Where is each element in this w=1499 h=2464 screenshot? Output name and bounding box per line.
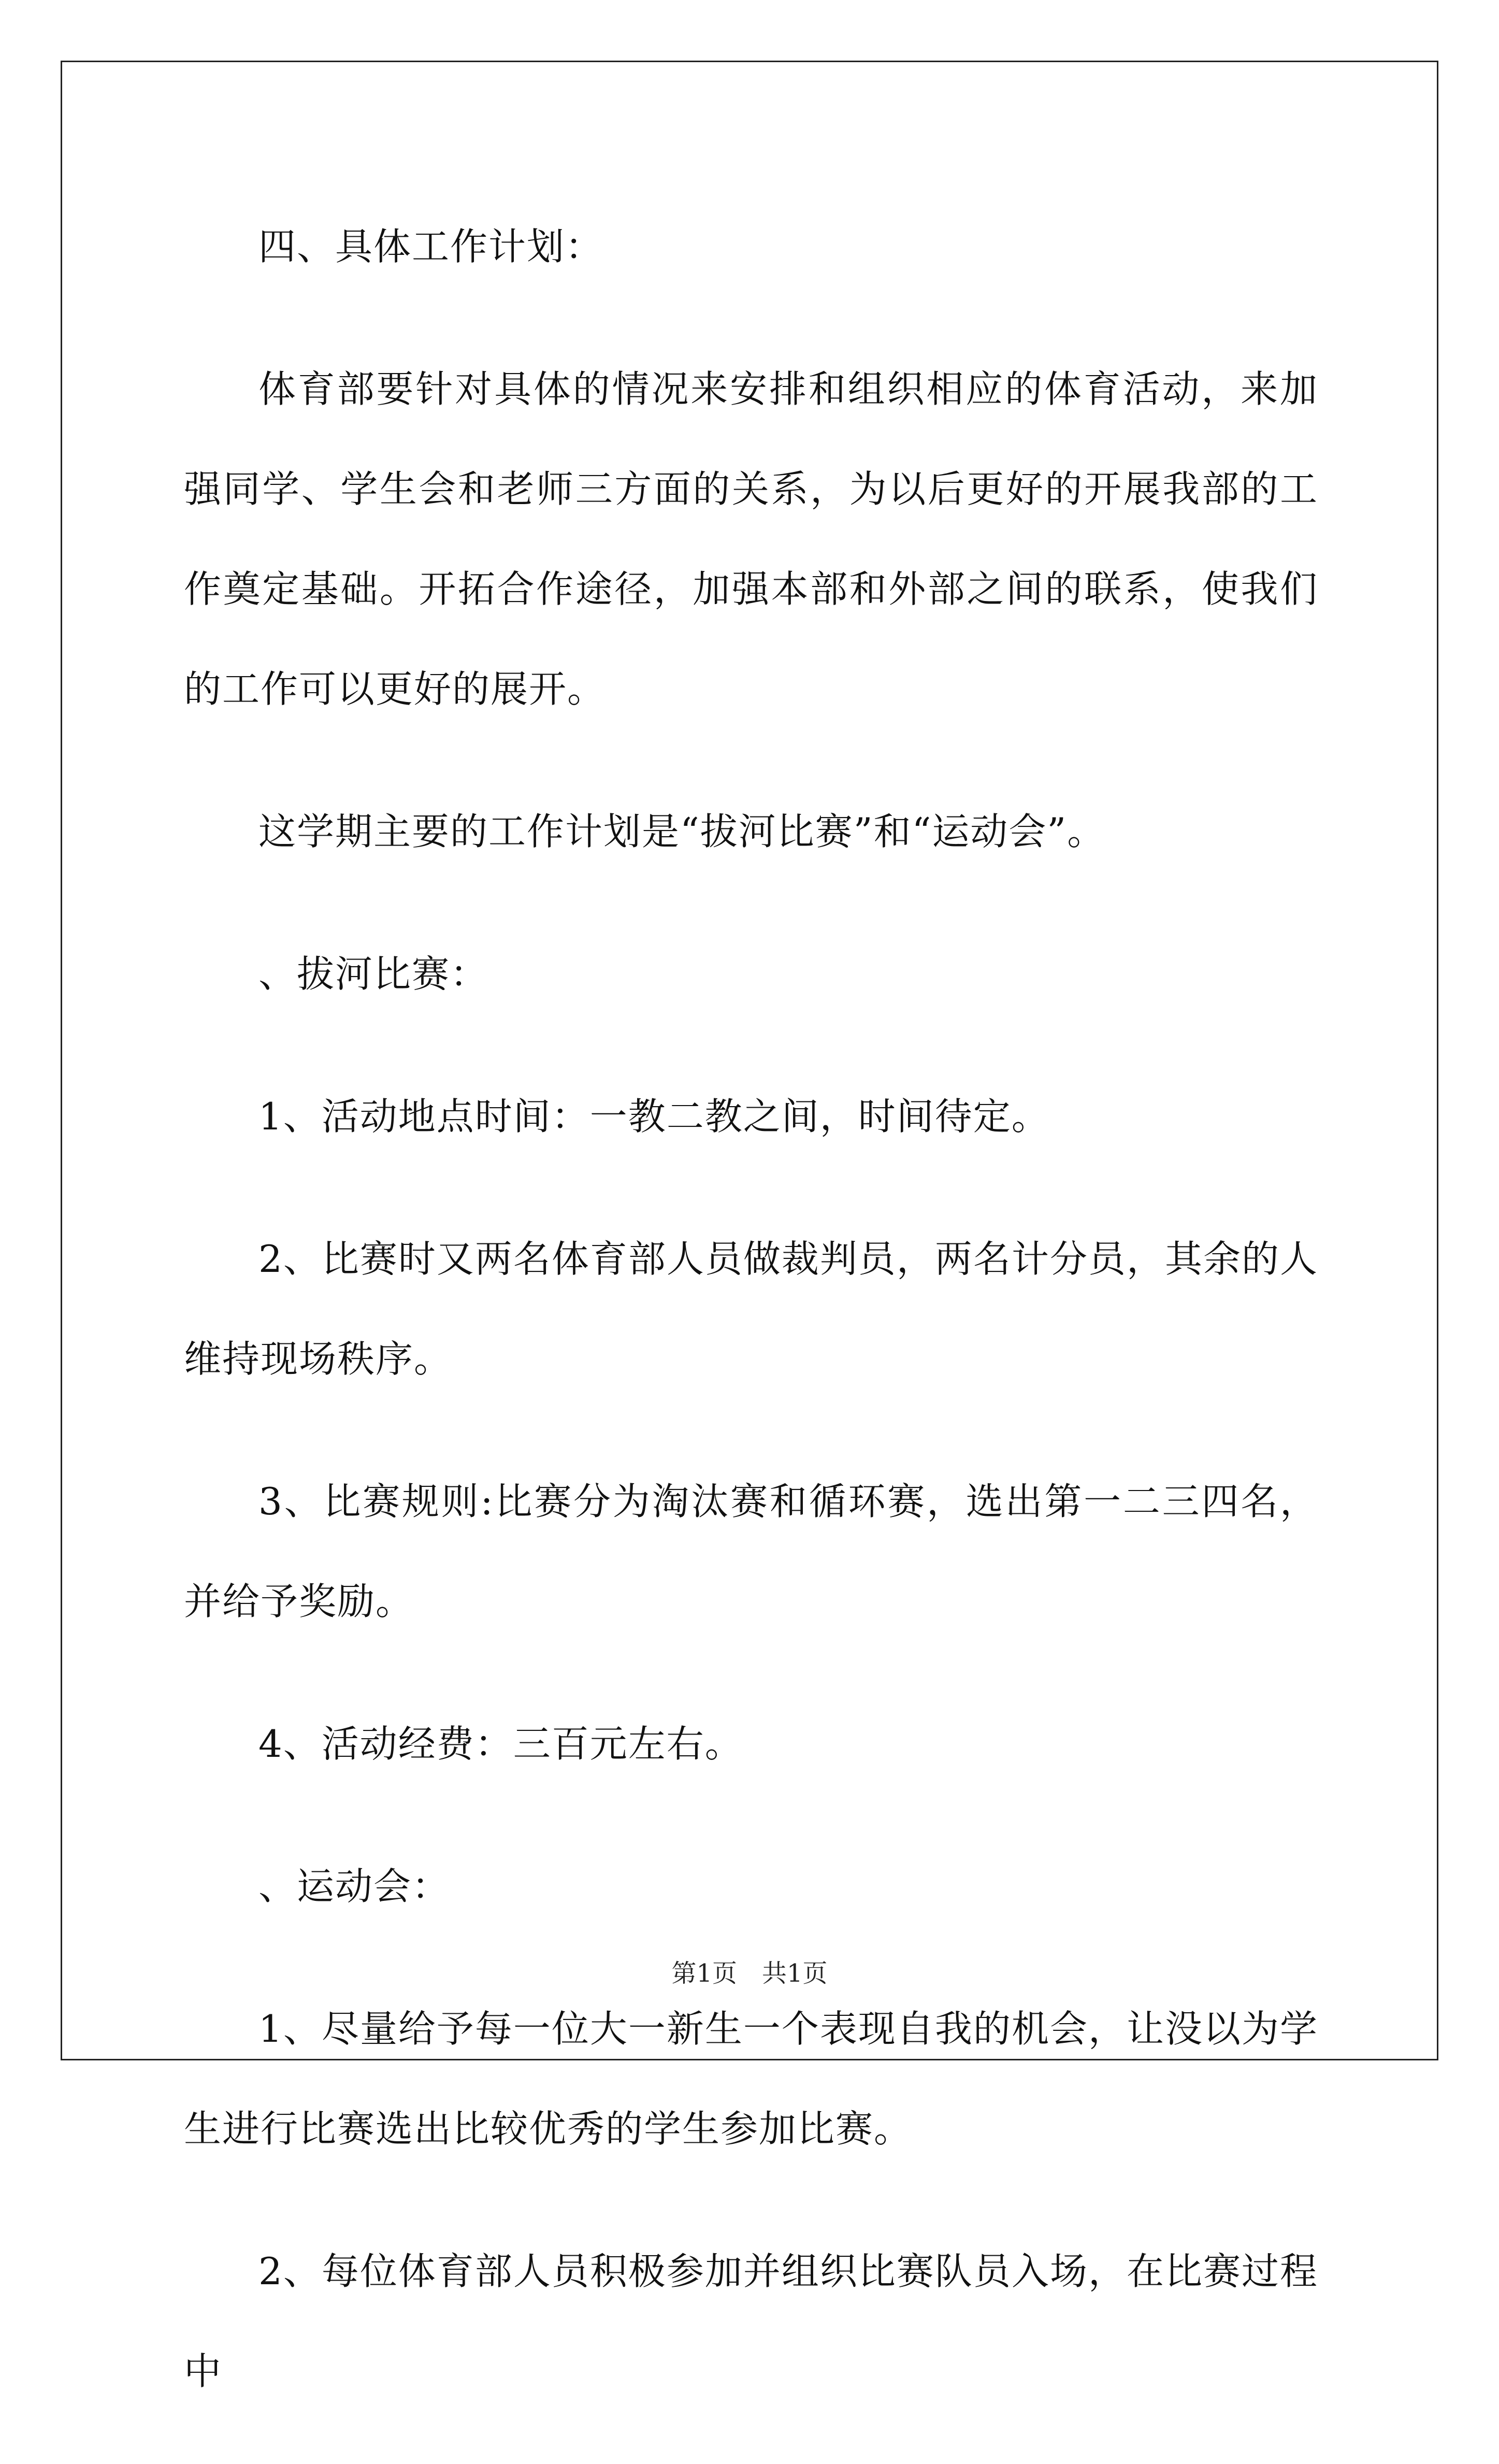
plan-summary-paragraph: 这学期主要的工作计划是“拔河比赛”和“运动会”。 [258,810,1106,853]
section-heading: 四、具体工作计划： [258,225,604,268]
list-item: 2、每位体育部人员积极参加并组织比赛队员入场，在比赛过程中 [184,2250,1318,2393]
document-body [184,197,1318,2464]
list-item: 4、活动经费：三百元左右。 [258,1722,743,1766]
tug-of-war-heading: 、拔河比赛： [258,952,489,996]
list-item: 2、比赛时又两名体育部人员做裁判员，两名计分员，其余的人维持现场秩序。 [184,1237,1318,1381]
list-item: 1、活动地点时间：一教二教之间，时间待定。 [258,1095,1050,1138]
intro-paragraph: 体育部要针对具体的情况来安排和组织相应的体育活动，来加强同学、学生会和老师三方面的关系，为以后更好的开展我部的工作奠定基础。开拓合作途径，加强本部和外部之间的联系，使我们的工作可以更好的展开。 [184,367,1318,711]
sports-meet-heading: 、运动会： [258,1865,451,1908]
page-number-footer: 第1页 共1页 [671,1959,828,1988]
list-item: 3、比赛规则:比赛分为淘汰赛和循环赛，选出第一二三四名，并给予奖励。 [184,1480,1318,1623]
list-item: 1、尽量给予每一位大一新生一个表现自我的机会，让没以为学生进行比赛选出比较优秀的学生参加比赛。 [184,2007,1318,2151]
